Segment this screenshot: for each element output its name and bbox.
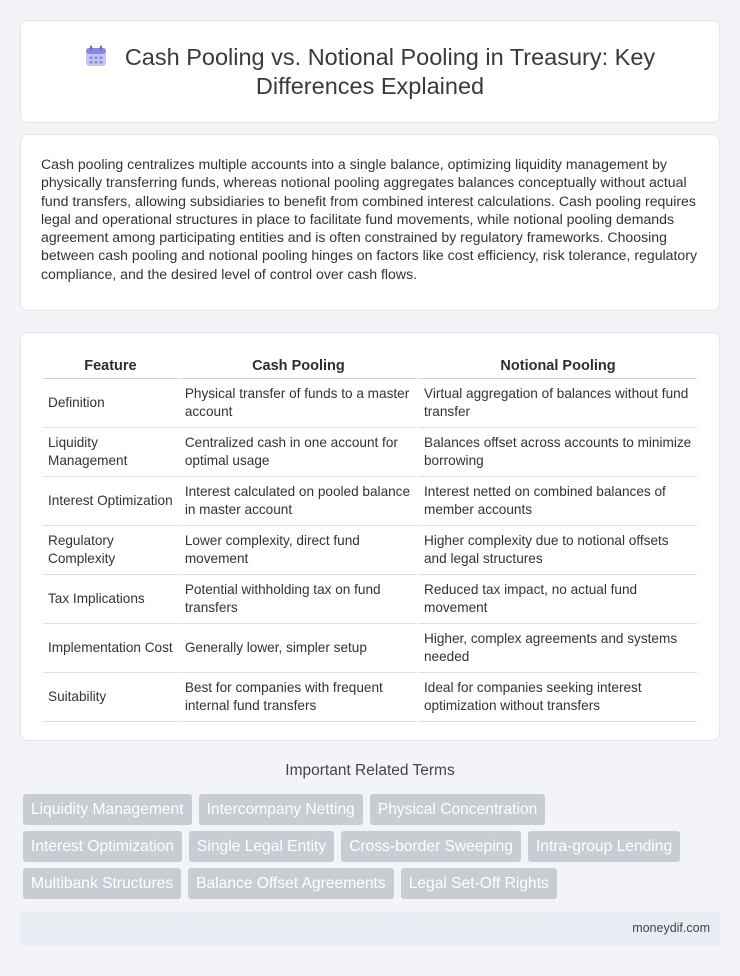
- tag-intercompany-netting[interactable]: Intercompany Netting: [199, 794, 363, 825]
- notional-pooling-cell: Higher complexity due to notional offsets and legal structures: [419, 526, 697, 575]
- feature-cell: Suitability: [43, 673, 178, 722]
- tag-interest-optimization[interactable]: Interest Optimization: [23, 831, 182, 862]
- comparison-card: [20, 332, 720, 741]
- intro-card: [20, 134, 720, 311]
- notional-pooling-cell: Balances offset across accounts to minimize borrowing: [419, 428, 697, 477]
- calendar-icon: [85, 45, 107, 67]
- tag-multibank-structures[interactable]: Multibank Structures: [23, 868, 181, 899]
- column-header-notional-pooling: Notional Pooling: [419, 353, 697, 379]
- cash-pooling-cell: Centralized cash in one account for optimal usage: [180, 428, 417, 477]
- feature-cell: Liquidity Management: [43, 428, 178, 477]
- table-header-row: [43, 353, 697, 379]
- tag-liquidity-management[interactable]: Liquidity Management: [23, 794, 192, 825]
- page-title-wrap: [61, 43, 679, 101]
- notional-pooling-cell: Higher, complex agreements and systems needed: [419, 624, 697, 673]
- tag-physical-concentration[interactable]: Physical Concentration: [370, 794, 546, 825]
- notional-pooling-cell: Interest netted on combined balances of member accounts: [419, 477, 697, 526]
- tag-row: [23, 831, 713, 862]
- table-row: [43, 428, 697, 477]
- cash-pooling-cell: Interest calculated on pooled balance in master account: [180, 477, 417, 526]
- column-header-cash-pooling: Cash Pooling: [180, 353, 417, 379]
- feature-cell: Definition: [43, 379, 178, 428]
- tag-intra-group-lending[interactable]: Intra-group Lending: [528, 831, 680, 862]
- cash-pooling-cell: Physical transfer of funds to a master account: [180, 379, 417, 428]
- related-terms-heading: Important Related Terms: [285, 762, 455, 779]
- footer-site-link[interactable]: moneydif.com: [632, 921, 710, 935]
- table-row: [43, 673, 697, 722]
- notional-pooling-cell: Ideal for companies seeking interest optimization without transfers: [419, 673, 697, 722]
- notional-pooling-cell: Reduced tax impact, no actual fund movement: [419, 575, 697, 624]
- cash-pooling-cell: Potential withholding tax on fund transfers: [180, 575, 417, 624]
- cash-pooling-cell: Generally lower, simpler setup: [180, 624, 417, 673]
- feature-cell: Regulatory Complexity: [43, 526, 178, 575]
- cash-pooling-cell: Lower complexity, direct fund movement: [180, 526, 417, 575]
- tag-row: [23, 794, 713, 825]
- header-card: [20, 20, 720, 123]
- tag-legal-set-off-rights[interactable]: Legal Set-Off Rights: [401, 868, 557, 899]
- page-title: Cash Pooling vs. Notional Pooling in Treasury: Key Differences Explained: [124, 44, 656, 99]
- feature-cell: Implementation Cost: [43, 624, 178, 673]
- table-row: [43, 526, 697, 575]
- tag-cross-border-sweeping[interactable]: Cross-border Sweeping: [341, 831, 521, 862]
- feature-cell: Interest Optimization: [43, 477, 178, 526]
- table-row: [43, 575, 697, 624]
- feature-cell: Tax Implications: [43, 575, 178, 624]
- related-terms-list: [23, 794, 713, 905]
- table-row: [43, 624, 697, 673]
- footer-bar: [20, 912, 720, 946]
- tag-single-legal-entity[interactable]: Single Legal Entity: [189, 831, 334, 862]
- column-header-feature: Feature: [43, 353, 178, 379]
- tag-row: [23, 868, 713, 899]
- intro-paragraph: Cash pooling centralizes multiple accounts into a single balance, optimizing liquidity management by physically transferring funds, whereas notional pooling aggregates balances conceptually without actual fund transfers, allowing subsidiaries to benefit from combined interest calculations. Cash pooling requires legal and operational structures in place to facilitate fund movements, while notional pooling demands agreement among participating entities and is often constrained by regulatory frameworks. Choosing between cash pooling and notional pooling hinges on factors like cost efficiency, risk tolerance, regulatory compliance, and the desired level of control over cash flows.: [41, 156, 698, 282]
- cash-pooling-cell: Best for companies with frequent internal fund transfers: [180, 673, 417, 722]
- tag-balance-offset-agreements[interactable]: Balance Offset Agreements: [188, 868, 394, 899]
- notional-pooling-cell: Virtual aggregation of balances without fund transfer: [419, 379, 697, 428]
- table-row: [43, 477, 697, 526]
- table-row: [43, 379, 697, 428]
- comparison-table: [41, 353, 699, 722]
